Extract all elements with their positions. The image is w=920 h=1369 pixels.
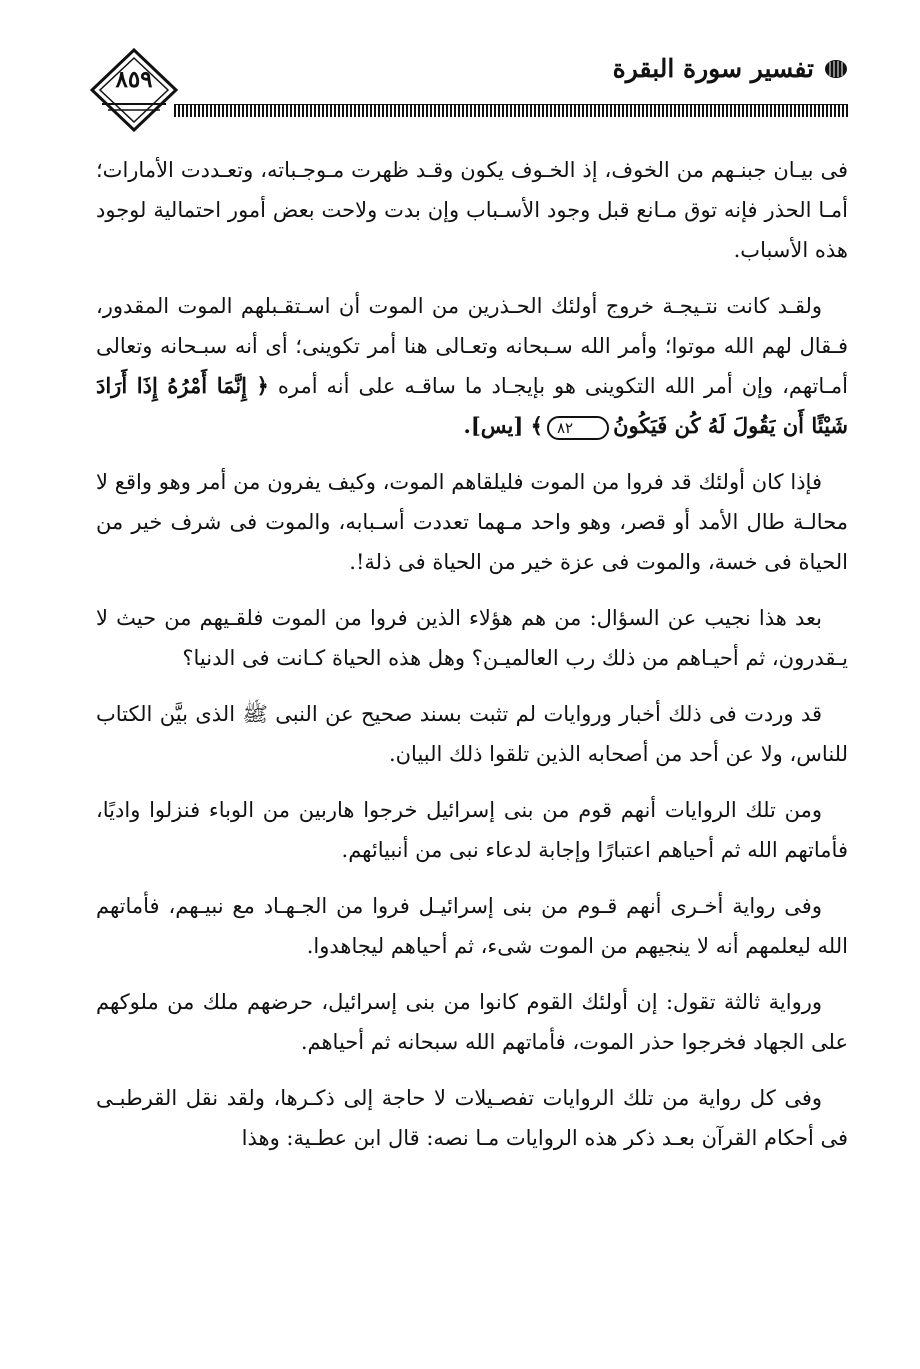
- paragraph-5: قد وردت فى ذلك أخبار وروايات لم تثبت بسند صحيح عن النبى ﷺ الذى بيَّن الكتاب للناس، ولا عن أحد من أصحابه الذين تلقوا ذلك البيان.: [96, 702, 848, 766]
- paragraph-3: فإذا كان أولئك قد فروا من الموت فليلقاهم الموت، وكيف يفرون من أمر وهو واقع لا محالـة طال الأمد أو قصر، وهو واحد مـهما تعددت أسـبابه، والموت فى شرف خير من الحياة فى خسة، والموت فى عزة خير من الحياة فى ذلة!.: [96, 470, 848, 574]
- page-number-badge: [88, 46, 180, 134]
- page-body: [96, 150, 848, 1174]
- verse-reference: ﴾ [يس].: [463, 413, 543, 438]
- paragraph-7: وفى رواية أخـرى أنهم قـوم من بنى إسرائيـل فروا من الجـهـاد مع نبيـهم، فأماتهم الله ليعلمهم أنه لا ينجيهم من الموت شىء، ثم أحياهم ليجاهدوا.: [96, 894, 848, 958]
- ornament-icon: [824, 58, 848, 80]
- paragraph-2: [96, 286, 848, 446]
- running-title: تفسير سورة البقرة: [612, 54, 814, 83]
- paragraph-2-text: ولقـد كانت نتـيجـة خروج أولئك الحـذرين من الموت أن اسـتقـبلهم الموت المقدور، فـقال لهم الله موتوا؛ وأمر الله سـبحانه وتعـالى هنا أمر تكوينى؛ أى أنه سبـحانه وتعالى أمـاتهم، وإن أمر الله التكوينى هو بإيجـاد ما ساقـه على أنه أمره: [96, 294, 848, 398]
- quran-verse-text: ﴿ إِنَّمَا أَمْرُهُ إِذَا أَرَادَ شَيْئًا أَن يَقُولَ لَهُ كُن فَيَكُونُ: [96, 373, 848, 438]
- header-rule: [174, 104, 848, 117]
- paragraph-1: فى بيـان جبنـهم من الخوف، إذ الخـوف يكون وقـد ظهرت مـوجـباته، وتعـددت الأمارات؛ أمـا الحذر فإنه توق مـانع قبل وجود الأسـباب وإن بدت ولاحت بعض أمور احتمالية لوجود هذه الأسباب.: [96, 158, 848, 262]
- page-header: [88, 46, 848, 136]
- page-number: ٨٥٩: [115, 66, 153, 93]
- paragraph-9: وفى كل رواية من تلك الروايات تفصـيلات لا حاجة إلى ذكـرها، ولقد نقل القرطبـى فى أحكام القرآن بعـد ذكر هذه الروايات مـا نصه: قال ابن عطـية: وهذا: [96, 1086, 848, 1150]
- paragraph-4: بعد هذا نجيب عن السؤال: من هم هؤلاء الذين فروا من الموت فلقـيهم من حيث لا يـقدرون، ثم أحيـاهم من ذلك رب العالميـن؟ وهل هذه الحياة كـانت فى الدنيا؟: [96, 606, 848, 670]
- paragraph-6: ومن تلك الروايات أنهم قوم من بنى إسرائيل خرجوا هاربين من الوباء فنزلوا واديًا، فأماتهم الله ثم أحياهم اعتبارًا وإجابة لدعاء نبى من أنبيائهم.: [96, 798, 848, 862]
- paragraph-8: ورواية ثالثة تقول: إن أولئك القوم كانوا من بنى إسرائيل، حرضهم ملك من ملوكهم على الجهاد فخرجوا حذر الموت، فأماتهم الله سبحانه ثم أحياهم.: [96, 990, 848, 1054]
- running-title-group: [613, 54, 848, 83]
- verse-number-badge: ٨٢: [547, 416, 609, 440]
